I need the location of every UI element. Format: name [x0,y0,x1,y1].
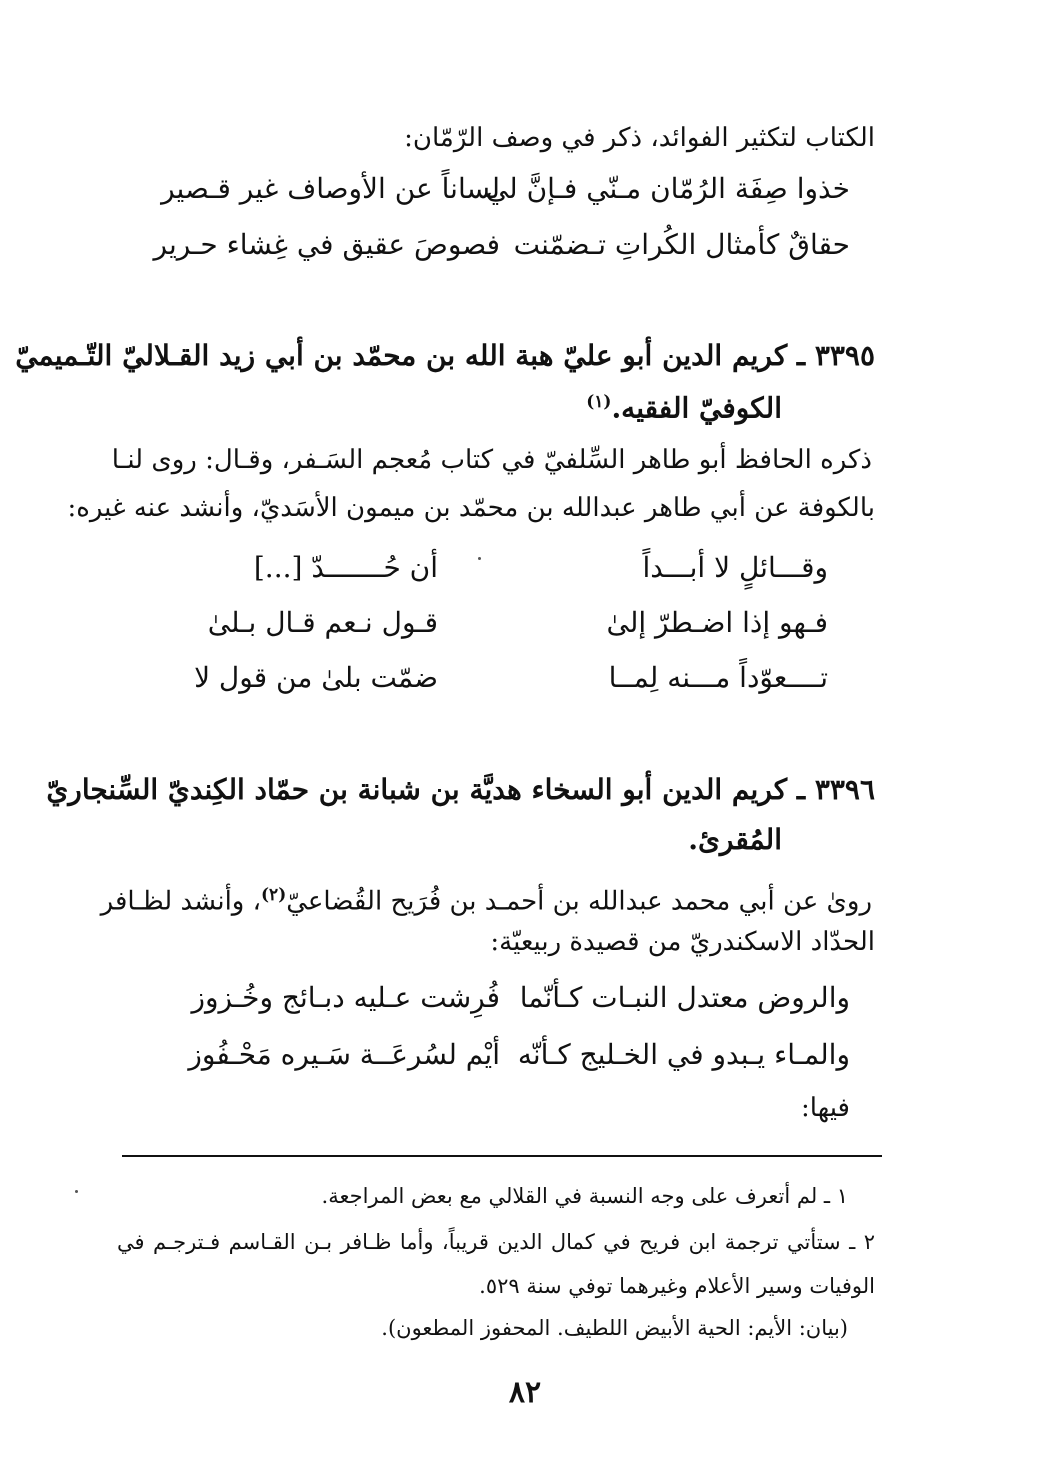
verse-second-hemistich: فُرِشت عـليه دبـائج وخُـزوز [191,981,500,1014]
verse-second-hemistich: أن حُـــــــدّ [...] [253,551,438,584]
entry-heading-continued [586,380,782,430]
footnote-note: (بيان: الأيم: الحية الأبيض اللطيف. المحفوز المطعون). [381,1316,848,1340]
verse-row [153,222,850,268]
footnote-marker: (١) [586,392,612,412]
verse-row [188,1032,850,1078]
entry-heading: ٣٣٩٥ ـ كريم الدين أبو عليّ هبة الله بن محمّد بن أبي زيد القـلاليّ التّـميميّ [15,339,875,372]
continuation-text: فيها: [801,1093,850,1123]
verse-first-hemistich: حقاقٌ كأمثال الكُراتِ تـضمّنت [513,228,850,261]
body-text: ، وأنشد لظـافر [100,886,261,917]
entry-body-line: ذكره الحافظ أبو طاهر السِّلفيّ في كتاب مُعجم السَـفر، وقـال: روى لنـا [111,445,872,475]
verse-first-hemistich: والروض معتدل النبـات كـأنّما [519,981,850,1014]
verse-second-hemistich: ضمّت بلىٰ من قول لا [194,661,438,694]
heading-text: الكوفيّ الفقيه. [611,391,782,425]
verse-second-hemistich: فصوصَ عقيق في غِشاء حـرير [153,228,500,261]
verse-first-hemistich: والمـاء يـبدو في الخـليج كـأنّه [517,1038,850,1071]
verse-row [194,655,828,701]
footnote: ١ ـ لم أتعرف على وجه النسبة في القلالي مع بعض المراجعة. [321,1184,848,1208]
verse-first-hemistich: خذوا صِفَة الرُمّان مـنّي فـإنَّ لي [485,172,850,205]
verse-second-hemistich: أيْم لسُرعَــة سَـيره مَحْـفُوز [188,1038,500,1071]
body-text: روىٰ عن أبي محمد عبدالله بن أحمـد بن فُرَيح القُضاعيّ [286,886,872,917]
entry-body-line: بالكوفة عن أبي طاهر عبدالله بن محمّد بن ميمون الأسَديّ، وأنشد عنه غيره: [67,493,875,523]
entry-body-line [100,875,872,922]
verse-row [207,600,828,646]
verse-second-hemistich: قـول نـعم قـال بـلىٰ [207,606,438,639]
entry-body-line: الحدّاد الاسكندريّ من قصيدة ربيعيّة: [490,927,875,957]
verse-first-hemistich: تــــعوّداً مـــنه لِمــا [608,661,828,694]
verse-first-hemistich: فـهو إذا اضـطرّ إلىٰ [606,606,828,639]
verse-row [161,166,850,212]
entry-heading: ٣٣٩٦ ـ كريم الدين أبو السخاء هديَّة بن شبانة بن حمّاد الكِنديّ السِّنجاريّ [46,773,875,806]
verse-row [218,545,828,591]
footnote-continued: الوفيات وسير الأعلام وغيرهما توفي سنة ٥٢٩. [479,1274,875,1298]
footnote-marker: (٢) [261,885,287,905]
verse-second-hemistich: لساناً عن الأوصاف غير قـصير [161,172,500,205]
footnote: ٢ ـ ستأتي ترجمة ابن فريح في كمال الدين قريباً، وأما ظـافر بـن القـاسم فـترجـم في [117,1230,875,1254]
verse-first-hemistich: وقـــائلٍ لا أبـــداً [642,551,828,584]
ink-speck [478,557,481,560]
intro-line: الكتاب لتكثير الفوائد، ذكر في وصف الرّمّان: [404,123,875,153]
footnote-separator [122,1155,882,1157]
verse-row [191,975,850,1021]
ink-speck [75,1190,78,1193]
page-number: ٨٢ [508,1375,542,1410]
entry-heading-continued: المُقرئ. [688,823,782,856]
